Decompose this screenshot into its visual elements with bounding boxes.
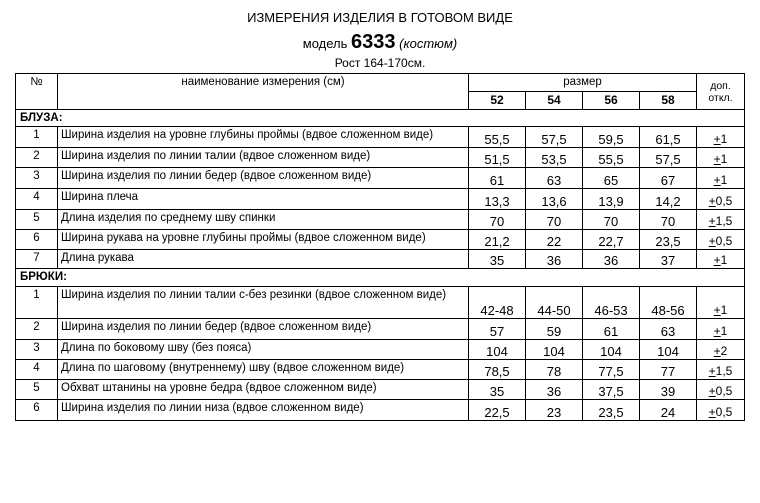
section-title: БРЮКИ: [16,269,745,287]
size-col-header: 54 [526,92,583,110]
tolerance-sign: + [708,364,716,378]
tolerance-cell [697,210,745,230]
size-value: 59,5 [583,127,640,148]
size-value: 35 [469,380,526,400]
tolerance-cell [697,168,745,189]
tolerance-value: 0,5 [715,384,733,398]
size-header: размер [469,74,697,92]
row-number: 7 [16,250,58,269]
tolerance-cell [697,250,745,269]
size-value: 104 [583,340,640,360]
tolerance-value: 1 [720,152,728,166]
size-value: 70 [526,210,583,230]
size-value: 37,5 [583,380,640,400]
tolerance-sign: + [713,132,721,146]
header-row-top [16,74,745,92]
row-number: 5 [16,380,58,400]
measurement-name: Ширина изделия по линии бедер (вдвое сложенном виде) [58,168,469,189]
measurement-name: Ширина изделия по линии низа (вдвое сложенном виде) [58,400,469,421]
tolerance-header-line2: откл. [708,91,733,104]
size-value: 63 [526,168,583,189]
model-prefix: модель [302,36,348,51]
section-title: БЛУЗА: [16,110,745,127]
tolerance-sign: + [708,405,716,419]
size-value: 14,2 [640,189,697,210]
size-value: 104 [469,340,526,360]
tolerance-cell [697,189,745,210]
tolerance-cell [697,148,745,168]
tolerance-cell [697,380,745,400]
model-suffix: (костюм) [399,36,458,51]
size-value: 57,5 [526,127,583,148]
table-row [16,319,745,340]
tolerance-value: 1 [720,253,728,267]
size-value: 37 [640,250,697,269]
row-number: 1 [16,287,58,319]
measurement-name: Ширина изделия по линии талии с-без резинки (вдвое сложенном виде) [58,287,469,319]
size-value: 13,9 [583,189,640,210]
tolerance-sign: + [713,324,721,338]
size-value: 61 [469,168,526,189]
tolerance-sign: + [713,152,721,166]
size-value: 23,5 [583,400,640,421]
size-value: 65 [583,168,640,189]
table-row [16,380,745,400]
tolerance-value: 0,5 [715,194,733,208]
size-value: 23 [526,400,583,421]
size-col-header: 58 [640,92,697,110]
tolerance-sign: + [708,194,716,208]
size-value: 22,7 [583,230,640,250]
size-value: 104 [640,340,697,360]
size-value: 35 [469,250,526,269]
tolerance-value: 1,5 [715,364,733,378]
size-value: 51,5 [469,148,526,168]
row-number: 2 [16,319,58,340]
section-row [16,110,745,127]
model-line [0,31,760,54]
measurement-name: Ширина изделия по линии бедер (вдвое сложенном виде) [58,319,469,340]
measurement-name: Длина по боковому шву (без пояса) [58,340,469,360]
tolerance-sign: + [713,303,721,317]
measurement-name: Ширина изделия на уровне глубины проймы (вдвое сложенном виде) [58,127,469,148]
row-number: 3 [16,340,58,360]
tolerance-value: 1 [720,303,728,317]
row-number: 3 [16,168,58,189]
size-value: 46-53 [583,287,640,319]
measurement-name: Длина изделия по среднему шву спинки [58,210,469,230]
height-range: Рост 164-170см. [334,56,426,70]
size-value: 55,5 [583,148,640,168]
size-value: 39 [640,380,697,400]
tolerance-value: 1 [720,132,728,146]
size-value: 104 [526,340,583,360]
tolerance-sign: + [713,344,721,358]
table-row [16,210,745,230]
tolerance-cell [697,230,745,250]
size-value: 61 [583,319,640,340]
size-value: 13,6 [526,189,583,210]
size-value: 44-50 [526,287,583,319]
measurement-name: Длина рукава [58,250,469,269]
size-value: 48-56 [640,287,697,319]
document-title: ИЗМЕРЕНИЯ ИЗДЕЛИЯ В ГОТОВОМ ВИДЕ [247,10,513,25]
row-number: 5 [16,210,58,230]
size-value: 36 [526,380,583,400]
table-row [16,250,745,269]
row-number: 6 [16,230,58,250]
table-row [16,287,745,319]
size-value: 59 [526,319,583,340]
size-value: 78,5 [469,360,526,380]
section-row [16,269,745,287]
size-value: 70 [640,210,697,230]
measurements-table [15,73,745,421]
measurement-name: Ширина плеча [58,189,469,210]
size-col-header: 56 [583,92,640,110]
size-value: 22,5 [469,400,526,421]
row-number: 4 [16,360,58,380]
size-value: 70 [469,210,526,230]
tolerance-value: 2 [720,344,728,358]
num-header: № [16,74,58,110]
size-value: 63 [640,319,697,340]
measurement-name: Ширина изделия по линии талии (вдвое сложенном виде) [58,148,469,168]
size-value: 36 [526,250,583,269]
tolerance-sign: + [708,384,716,398]
size-value: 61,5 [640,127,697,148]
measurement-name: Длина по шаговому (внутреннему) шву (вдвое сложенном виде) [58,360,469,380]
tolerance-header-line1: доп. [710,79,731,92]
size-value: 57 [469,319,526,340]
tolerance-cell [697,400,745,421]
model-number: 6333 [351,31,396,53]
measurement-name: Ширина рукава на уровне глубины проймы (вдвое сложенном виде) [58,230,469,250]
table-row [16,148,745,168]
tolerance-header [697,74,745,110]
size-value: 53,5 [526,148,583,168]
table-row [16,340,745,360]
size-value: 55,5 [469,127,526,148]
table-body [16,74,745,421]
tolerance-cell [697,360,745,380]
size-col-header: 52 [469,92,526,110]
row-number: 1 [16,127,58,148]
row-number: 2 [16,148,58,168]
tolerance-value: 0,5 [715,234,733,248]
table-row [16,127,745,148]
size-value: 67 [640,168,697,189]
size-value: 78 [526,360,583,380]
tolerance-cell [697,127,745,148]
size-value: 70 [583,210,640,230]
size-value: 21,2 [469,230,526,250]
tolerance-value: 0,5 [715,405,733,419]
tolerance-value: 1,5 [715,214,733,228]
table-row [16,360,745,380]
table-row [16,168,745,189]
size-value: 23,5 [640,230,697,250]
size-value: 77 [640,360,697,380]
tolerance-value: 1 [720,324,728,338]
tolerance-cell [697,340,745,360]
size-value: 77,5 [583,360,640,380]
size-value: 24 [640,400,697,421]
tolerance-value: 1 [720,173,728,187]
table-row [16,230,745,250]
size-value: 36 [583,250,640,269]
tolerance-sign: + [708,214,716,228]
row-number: 6 [16,400,58,421]
name-header: наименование измерения (см) [58,74,469,110]
tolerance-cell [697,287,745,319]
tolerance-sign: + [713,173,721,187]
table-row [16,400,745,421]
size-value: 22 [526,230,583,250]
size-value: 13,3 [469,189,526,210]
tolerance-sign: + [713,253,721,267]
measurement-name: Обхват штанины на уровне бедра (вдвое сложенном виде) [58,380,469,400]
row-number: 4 [16,189,58,210]
size-value: 57,5 [640,148,697,168]
tolerance-sign: + [708,234,716,248]
table-row [16,189,745,210]
tolerance-cell [697,319,745,340]
size-value: 42-48 [469,287,526,319]
